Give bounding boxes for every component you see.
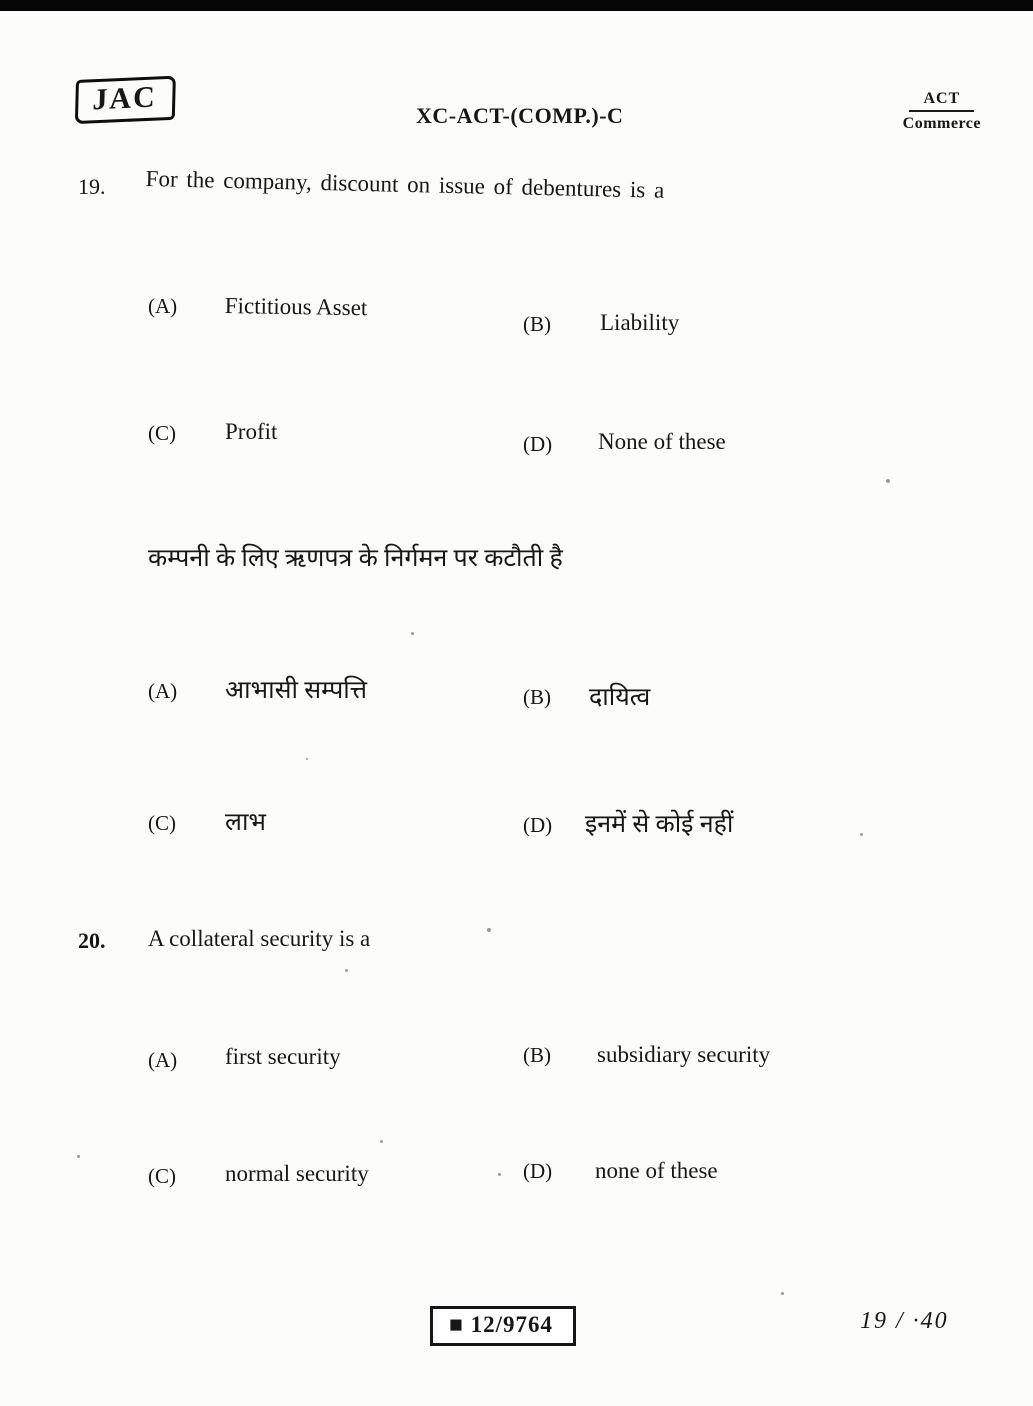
q19-hindi-option-b-label: (B) (523, 685, 551, 709)
q19-hindi-option-d-label: (D) (523, 813, 553, 837)
q20-option-b-text: subsidiary security (597, 1042, 771, 1067)
q19-option-b-text: Liability (600, 310, 680, 335)
scan-speck (487, 928, 491, 932)
scan-speck (77, 1155, 80, 1158)
q19-option-c-label: (C) (148, 421, 176, 445)
q19-option-d-text: None of these (598, 429, 726, 454)
question-19-number: 19. (78, 174, 106, 199)
q19-hindi-option-b-text: दायित्व (589, 684, 651, 711)
q19-hindi-option-d-text: इनमें से कोई नहीं (585, 811, 734, 838)
question-19-text-en: For the company, discount on issue of debentures is a (145, 166, 665, 203)
scan-speck (860, 833, 863, 836)
question-19-text-hi: कम्पनी के लिए ऋणपत्र के निर्गमन पर कटौती है (148, 545, 563, 572)
q20-option-a-text: first security (225, 1044, 341, 1069)
scan-speck (380, 1140, 383, 1143)
page-indicator: 19 / ·40 (860, 1308, 949, 1334)
scan-top-edge (0, 0, 1033, 11)
scan-speck (781, 1292, 784, 1295)
scan-speck (498, 1173, 501, 1176)
q19-option-d-label: (D) (523, 432, 553, 456)
q20-option-a-label: (A) (148, 1048, 178, 1072)
subject-block (903, 90, 981, 133)
q19-option-a-text: Fictitious Asset (224, 293, 368, 321)
paper-code-title: XC-ACT-(COMP.)-C (416, 103, 624, 128)
jac-logo: JAC (75, 76, 176, 124)
subject-code: ACT (909, 90, 974, 112)
subject-name: Commerce (902, 115, 981, 132)
scan-speck (411, 632, 414, 635)
q19-hindi-option-a-text: आभासी सम्पत्ति (225, 677, 368, 704)
q20-option-c-text: normal security (225, 1161, 369, 1186)
q19-hindi-option-a-label: (A) (148, 679, 178, 703)
q20-option-d-label: (D) (523, 1159, 553, 1183)
q19-hindi-option-c-label: (C) (148, 811, 176, 835)
q19-option-a-label: (A) (148, 294, 178, 318)
question-20-number: 20. (78, 928, 106, 953)
scan-speck (345, 969, 348, 972)
q20-option-b-label: (B) (523, 1043, 551, 1067)
scan-speck (306, 758, 308, 760)
q20-option-d-text: none of these (595, 1158, 718, 1183)
q19-option-c-text: Profit (225, 419, 278, 444)
q19-hindi-option-c-text: लाभ (225, 809, 267, 836)
q20-option-c-label: (C) (148, 1164, 176, 1188)
booklet-code-box: ■ 12/9764 (430, 1306, 576, 1346)
question-20-text-en: A collateral security is a (148, 926, 371, 951)
q19-option-b-label: (B) (523, 312, 551, 336)
scan-speck (886, 479, 890, 483)
